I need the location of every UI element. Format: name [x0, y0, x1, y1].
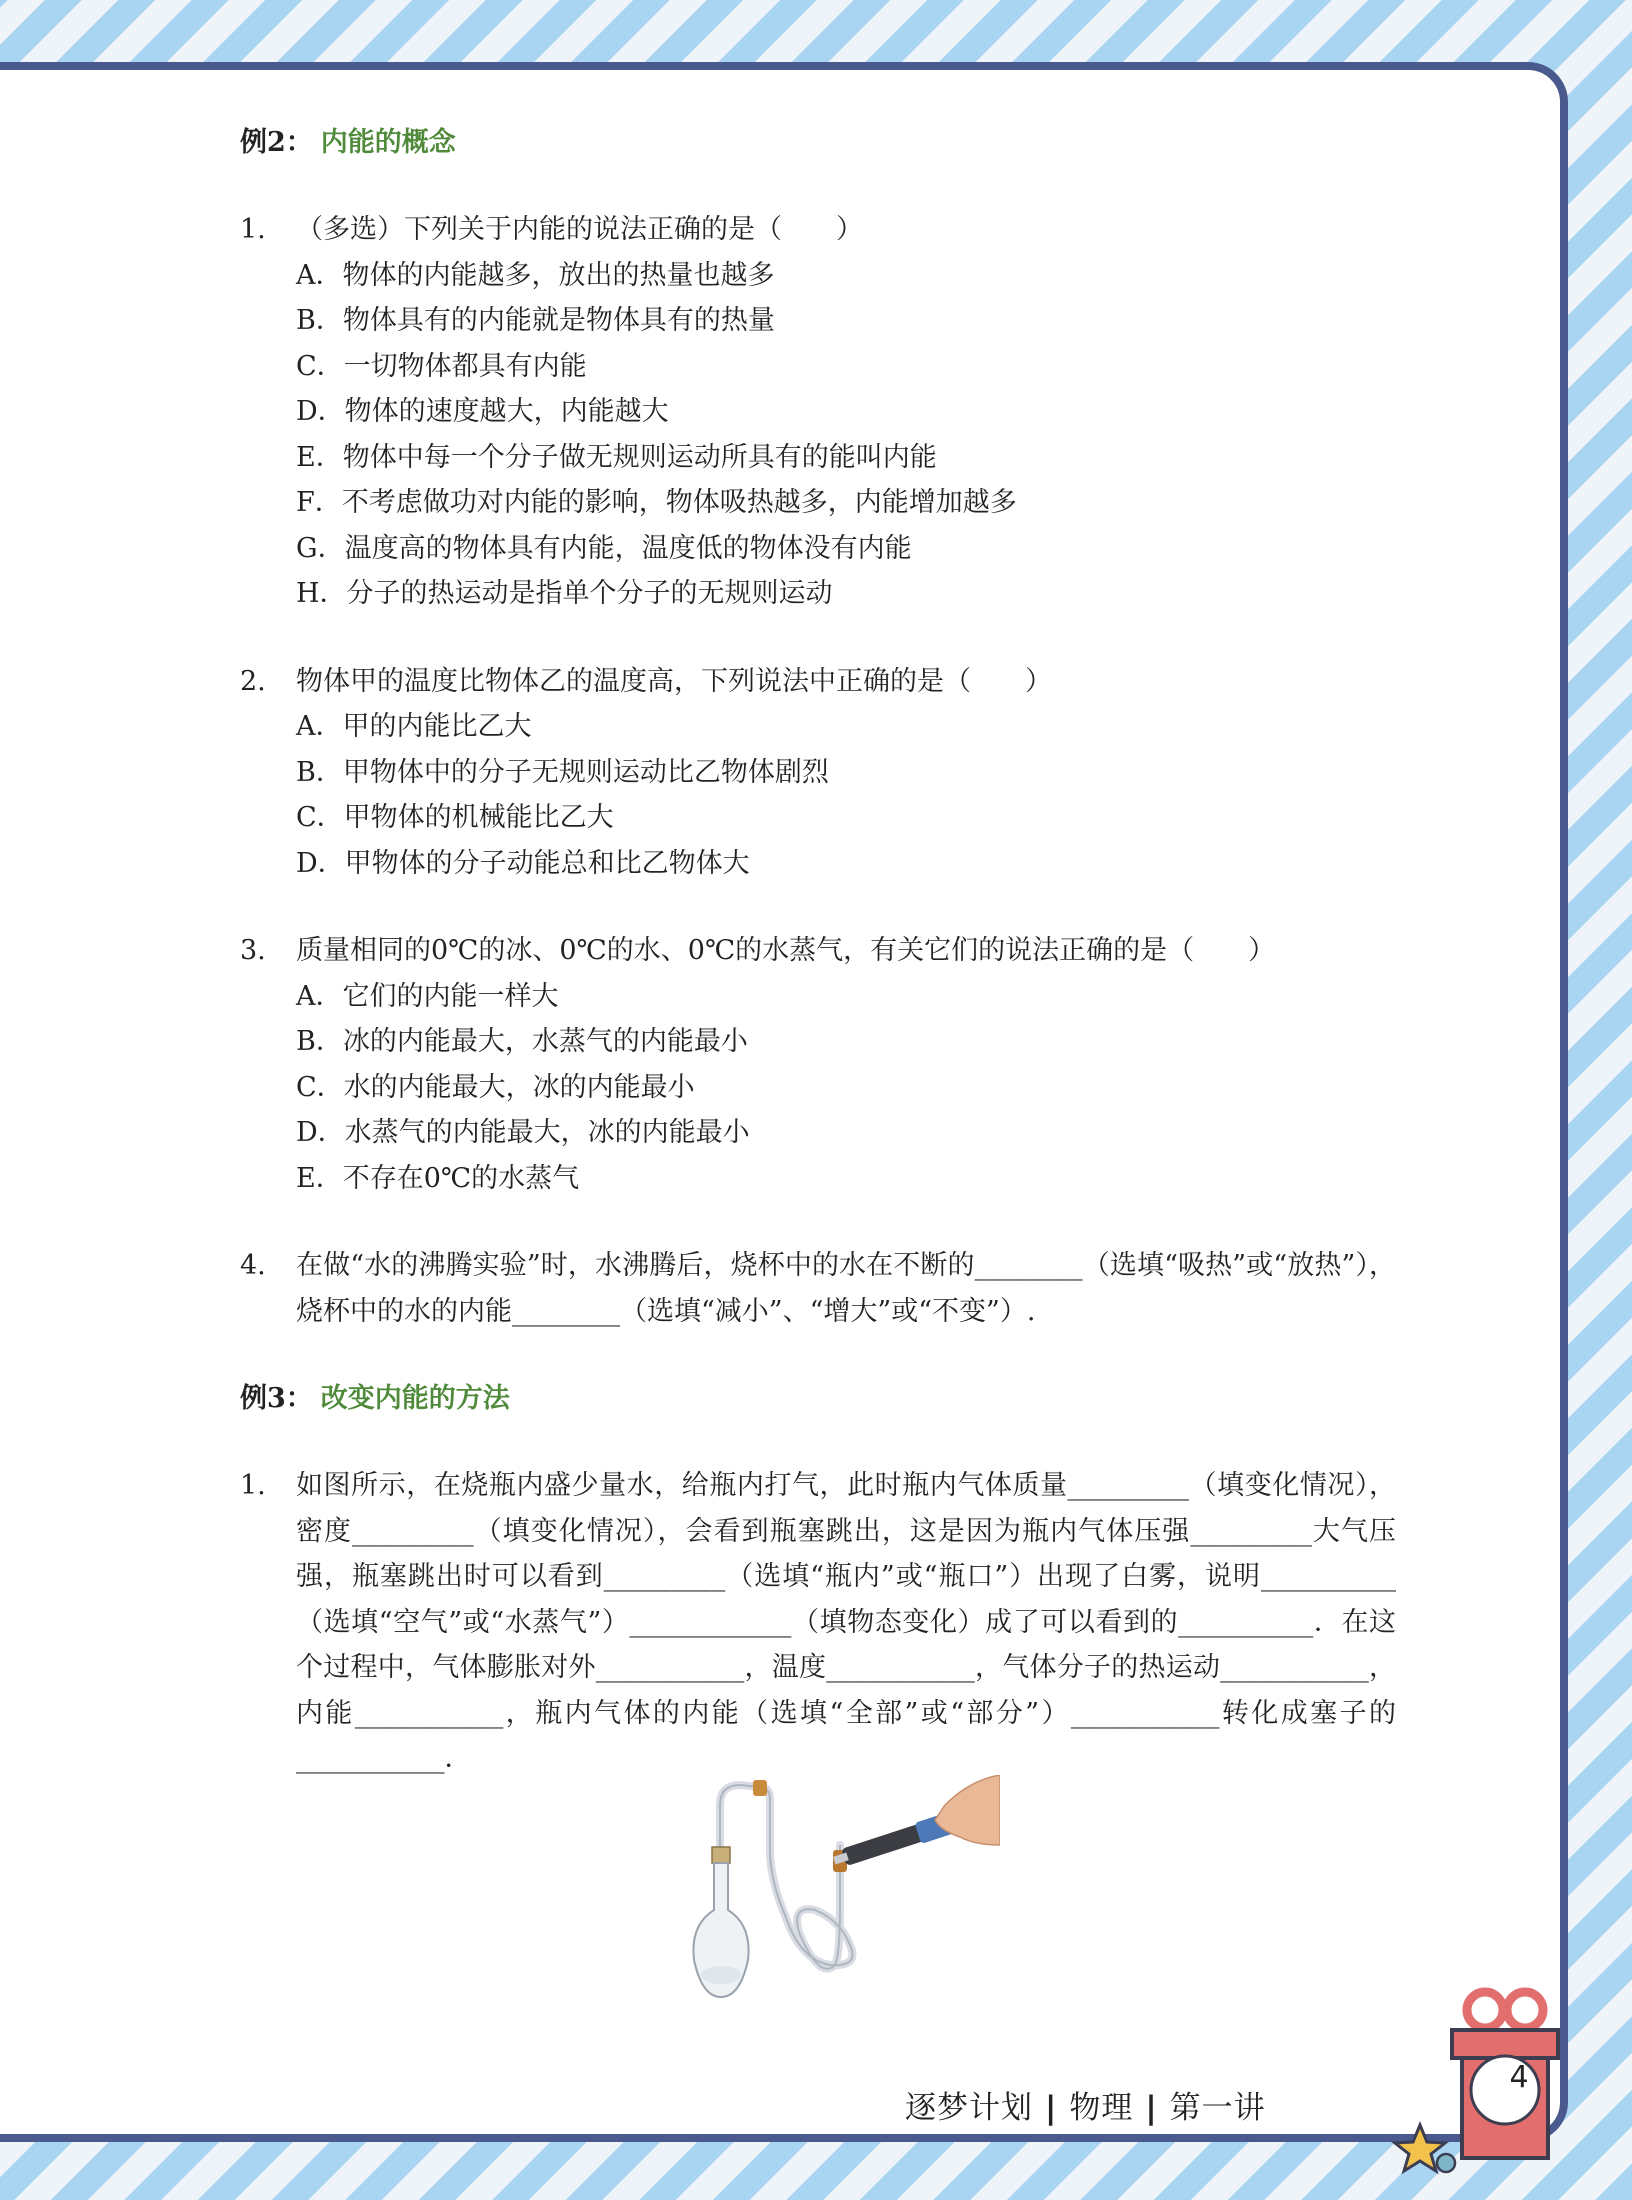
question-text: 质量相同的0℃的冰、0℃的水、0℃的水蒸气，有关它们的说法正确的是（ ）	[296, 935, 1276, 966]
option: D．甲物体的分子动能总和比乙物体大	[296, 847, 750, 879]
ex2-question-2	[240, 659, 1396, 887]
question-text: 如图所示，在烧瓶内盛少量水，给瓶内打气，此时瓶内气体质量_________（填变化情况），密度_________（填变化情况），会看到瓶塞跳出，这是因为瓶内气体压强_________大气压强，瓶塞跳出时可以看到_________（选填“瓶内”或“瓶口”）出现了白雾，说明__________（选填“空气”或“水蒸气”）____________（填物态变化）成了可以看到的__________．在这个过程中，气体膨胀对外___________，温度___________，气体分子的热运动___________，内能___________，瓶内气体的内能（选填“全部”或“部分”）___________转化成塞子的___________．	[296, 1470, 1396, 1774]
example-3-title	[240, 1376, 1396, 1421]
question-number: 1.	[240, 214, 266, 245]
stopper	[712, 1847, 730, 1863]
option: C．水的内能最大，冰的内能最小	[296, 1071, 695, 1103]
option: E．不存在0℃的水蒸气	[296, 1162, 580, 1194]
bow-left-icon	[1467, 1992, 1503, 2028]
question-text: （多选）下列关于内能的说法正确的是（ ）	[296, 214, 863, 245]
flask-pump-figure	[690, 1775, 1000, 2005]
option: A．它们的内能一样大	[296, 980, 559, 1012]
bubble-icon	[1437, 2154, 1455, 2172]
footer-separator: |	[1145, 2090, 1158, 2126]
gift-lid	[1452, 2030, 1558, 2058]
option: A．甲的内能比乙大	[296, 711, 532, 742]
page-number: 4	[1509, 2060, 1529, 2095]
question-number: 1.	[240, 1470, 266, 1501]
footer-lesson: 第一讲	[1169, 2090, 1266, 2126]
option: G．温度高的物体具有内能，温度低的物体没有内能	[296, 532, 912, 564]
flask-water	[701, 1966, 741, 1984]
bow-right-icon	[1507, 1992, 1543, 2028]
option: B．冰的内能最大，水蒸气的内能最小	[296, 1026, 748, 1057]
question-number: 2.	[240, 665, 266, 697]
example-2-topic: 内能的概念	[320, 127, 456, 158]
ex3-question-1	[240, 1463, 1396, 1782]
ex2-question-3	[240, 928, 1396, 1201]
option: F．不考虑做功对内能的影响，物体吸热越多，内能增加越多	[296, 487, 1017, 518]
example-2-title	[240, 120, 1396, 165]
footer-program: 逐梦计划	[905, 2090, 1033, 2126]
ex2-question-4	[240, 1243, 1396, 1334]
option: C．甲物体的机械能比乙大	[296, 802, 614, 833]
option: E．物体中每一个分子做无规则运动所具有的能叫内能	[296, 441, 937, 473]
footer-separator: |	[1045, 2090, 1058, 2126]
question-text: 物体甲的温度比物体乙的温度高，下列说法中正确的是（ ）	[296, 665, 1052, 697]
question-number: 3.	[240, 935, 266, 966]
option: H．分子的热运动是指单个分子的无规则运动	[296, 578, 833, 609]
content	[240, 120, 1396, 1782]
tube-connector	[753, 1780, 767, 1796]
option: C．一切物体都具有内能	[296, 350, 587, 382]
question-text: 在做“水的沸腾实验”时，水沸腾后，烧杯中的水在不断的________（选填“吸热”或“放热”），烧杯中的水的内能________（选填“减小”、“增大”或“不变”）.	[296, 1250, 1396, 1327]
option: B．甲物体中的分子无规则运动比乙物体剧烈	[296, 756, 829, 788]
option: D．物体的速度越大，内能越大	[296, 396, 669, 427]
footer-subject: 物理	[1069, 2090, 1134, 2126]
example-3-label: 例3：	[240, 1383, 313, 1414]
option: B．物体具有的内能就是物体具有的热量	[296, 305, 775, 336]
footer	[905, 2082, 1266, 2127]
example-2-label: 例2：	[240, 127, 313, 158]
question-number: 4.	[240, 1250, 266, 1281]
option: A．物体的内能越多，放出的热量也越多	[296, 259, 775, 291]
option: D．水蒸气的内能最大，冰的内能最小	[296, 1117, 750, 1148]
ex2-question-1	[240, 207, 1396, 617]
example-3-topic: 改变内能的方法	[320, 1383, 510, 1414]
